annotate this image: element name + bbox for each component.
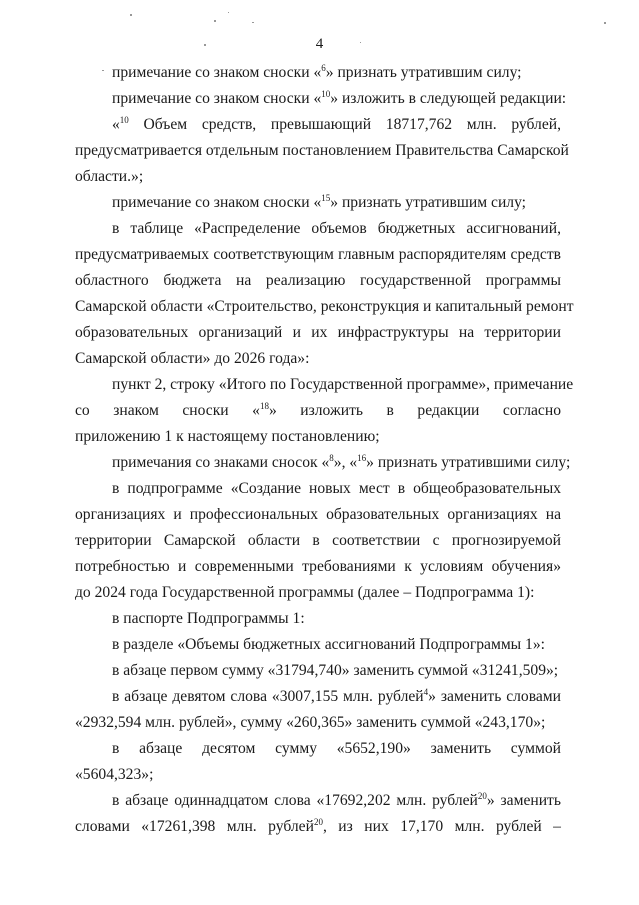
text-line: Самарской области «Строительство, реконструкция и капитальный ремонт xyxy=(75,298,574,315)
text-line: «5604,323»; xyxy=(75,766,154,783)
text-line: «$^{10}$ Объем средств, превышающий 18717,762 млн. рублей, xyxy=(112,115,561,133)
text-line: со знаком сноски «$^{18}$» изложить в редакции согласно xyxy=(75,401,561,419)
text-line: «2932,594 млн. рублей», сумму «260,365» заменить суммой «243,170»; xyxy=(75,714,546,731)
text-line: в абзаце десятом сумму «5652,190» заменить суммой xyxy=(112,740,561,757)
text-line: примечание со знаком сноски «$^{10}$» изложить в следующей редакции: xyxy=(112,89,567,107)
text-line: примечание со знаком сноски «$^{15}$» признать утратившим силу; xyxy=(112,193,527,211)
text-line: предусматриваемых соответствующим главным распорядителям средств xyxy=(75,246,561,263)
text-line: Самарской области» до 2026 года»: xyxy=(75,350,310,367)
scan-speck xyxy=(102,70,104,71)
text-line: в разделе «Объемы бюджетных ассигнований Подпрограммы 1»: xyxy=(112,636,545,653)
text-line: примечание со знаком сноски «$^6$» признать утратившим силу; xyxy=(112,63,522,81)
text-line: в абзаце девятом слова «3007,155 млн. рублей$^4$» заменить словами xyxy=(112,687,562,705)
scan-speck xyxy=(204,44,206,46)
text-line: приложению 1 к настоящему постановлению; xyxy=(75,428,380,445)
scan-speck xyxy=(214,20,216,22)
text-line: в подпрограмме «Создание новых мест в общеобразовательных xyxy=(112,480,561,497)
text-line: до 2024 года Государственной программы (далее – Подпрограмма 1): xyxy=(75,584,535,601)
scan-speck xyxy=(604,22,606,24)
text-line: примечания со знаками сносок «$^8$», «$^{16}$» признать утратившими силу; xyxy=(112,453,571,471)
scan-speck xyxy=(252,22,254,23)
text-line: образовательных организаций и их инфраструктуры на территории xyxy=(75,324,561,341)
text-line: в таблице «Распределение объемов бюджетных ассигнований, xyxy=(112,220,561,237)
text-line: в абзаце первом сумму «31794,740» заменить суммой «31241,509»; xyxy=(112,662,559,679)
text-line: пункт 2, строку «Итого по Государственной программе», примечание xyxy=(112,376,574,393)
text-line: области.»; xyxy=(75,168,144,185)
scan-speck xyxy=(130,14,132,16)
page-number: 4 xyxy=(315,36,324,52)
text-line: областного бюджета на реализацию государственной программы xyxy=(75,272,561,289)
text-line: предусматривается отдельным постановлением Правительства Самарской xyxy=(75,142,569,159)
text-line: организациях и профессиональных образовательных организациях на xyxy=(75,506,561,523)
text-line: потребностью и современными требованиями к условиям обучения» xyxy=(75,558,561,575)
text-line: территории Самарской области в соответствии с прогнозируемой xyxy=(75,532,561,549)
scan-speck xyxy=(360,42,361,43)
text-line: словами «17261,398 млн. рублей$^{20}$, из них 17,170 млн. рублей – xyxy=(75,817,561,835)
scan-speck xyxy=(228,12,229,13)
text-line: в паспорте Подпрограммы 1: xyxy=(112,610,305,627)
text-line: в абзаце одиннадцатом слова «17692,202 млн. рублей$^{20}$» заменить xyxy=(112,791,561,809)
